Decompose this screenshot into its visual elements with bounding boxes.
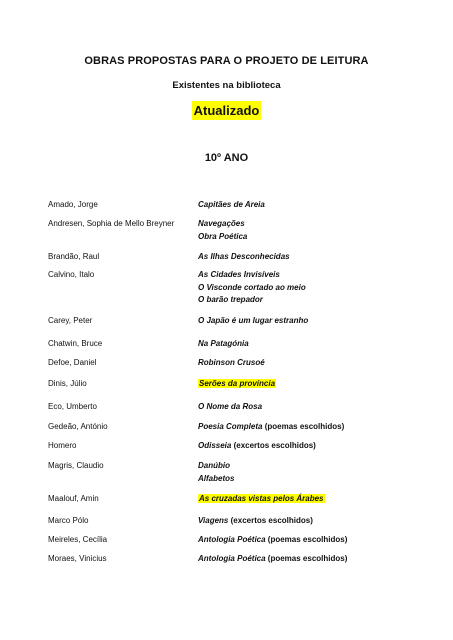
author-name: Magris, Claudio	[48, 461, 104, 470]
highlighted-work-title: Serões da província	[199, 379, 276, 388]
document-subtitle: Existentes na biblioteca	[172, 80, 281, 91]
author-name: Amado, Jorge	[48, 200, 98, 209]
works-list	[198, 357, 265, 370]
work-line	[198, 357, 265, 370]
works-list	[198, 534, 347, 547]
work-line	[198, 315, 308, 328]
works-list	[198, 553, 347, 566]
work-title: Capitães de Areia	[198, 200, 265, 209]
author-name: Meireles, Cecília	[48, 535, 108, 544]
work-title: Danúbio	[198, 461, 230, 470]
work-line	[198, 338, 249, 351]
work-note: (excertos escolhidos)	[230, 516, 313, 525]
work-title: As Ilhas Desconhecidas	[198, 252, 290, 261]
work-title: O barão trepador	[198, 295, 263, 304]
work-line	[198, 231, 247, 244]
author-name: Brandão, Raul	[48, 252, 100, 261]
works-list	[198, 218, 247, 243]
work-title: Odisseia	[198, 441, 232, 450]
works-list	[198, 515, 313, 528]
work-line	[198, 282, 306, 295]
works-list	[198, 493, 325, 506]
work-title: Viagens	[198, 516, 229, 525]
works-list	[198, 378, 276, 391]
work-line	[198, 460, 234, 473]
author-name: Eco, Umberto	[48, 402, 97, 411]
author-name: Chatwin, Bruce	[48, 339, 103, 348]
works-list	[198, 315, 308, 328]
author-name: Maalouf, Amin	[48, 494, 99, 503]
work-title: Antologia Poética	[198, 554, 266, 563]
work-title: Navegações	[198, 219, 245, 228]
works-list	[198, 440, 316, 453]
author-name: Carey, Peter	[48, 316, 93, 325]
author-name: Calvino, Italo	[48, 270, 95, 279]
works-list	[198, 199, 265, 212]
work-title: Robinson Crusoé	[198, 358, 265, 367]
author-name: Defoe, Daniel	[48, 358, 97, 367]
work-note: (excertos escolhidos)	[233, 441, 316, 450]
work-title: As Cidades Invisíveis	[198, 270, 280, 279]
work-line	[198, 473, 234, 486]
work-line	[198, 251, 290, 264]
work-title: Antologia Poética	[198, 535, 266, 544]
author-name: Gedeão, António	[48, 422, 108, 431]
author-name: Homero	[48, 441, 77, 450]
work-note: (poemas escolhidos)	[264, 422, 345, 431]
work-note: (poemas escolhidos)	[267, 554, 348, 563]
work-line	[198, 553, 347, 566]
work-note: (poemas escolhidos)	[267, 535, 348, 544]
works-list	[198, 338, 249, 351]
works-list	[198, 251, 290, 264]
work-title: Na Patagónia	[198, 339, 249, 348]
works-list	[198, 460, 234, 485]
work-line	[198, 269, 306, 282]
work-line	[198, 515, 313, 528]
works-list	[198, 269, 306, 307]
work-title: Alfabetos	[198, 473, 235, 483]
updated-highlight-label: Atualizado	[193, 103, 260, 118]
grade-year-heading: 10º ANO	[204, 152, 249, 164]
works-list	[198, 421, 344, 434]
work-line	[198, 440, 316, 453]
work-line	[198, 534, 347, 547]
work-line	[198, 401, 262, 414]
work-title: Poesia Completa	[198, 422, 263, 431]
updated-container	[0, 101, 453, 120]
work-line	[198, 199, 265, 212]
works-list	[198, 401, 262, 414]
work-title: O Japão é um lugar estranho	[198, 316, 309, 325]
work-line	[198, 378, 276, 391]
author-name: Moraes, Vinicius	[48, 554, 107, 563]
work-line	[198, 294, 306, 307]
author-name: Dinis, Júlio	[48, 379, 87, 388]
work-title: Obra Poética	[198, 231, 248, 241]
work-line	[198, 421, 344, 434]
author-name: Marco Pólo	[48, 516, 89, 525]
work-title: O Visconde cortado ao meio	[198, 282, 306, 292]
work-line	[198, 493, 325, 506]
work-line	[198, 218, 247, 231]
highlighted-work-title: As cruzadas vistas pelos Árabes	[199, 494, 324, 503]
author-name: Andresen, Sophia de Mello Breyner	[48, 219, 175, 228]
work-title: O Nome da Rosa	[198, 402, 263, 411]
document-title: OBRAS PROPOSTAS PARA O PROJETO DE LEITURA	[84, 55, 369, 67]
